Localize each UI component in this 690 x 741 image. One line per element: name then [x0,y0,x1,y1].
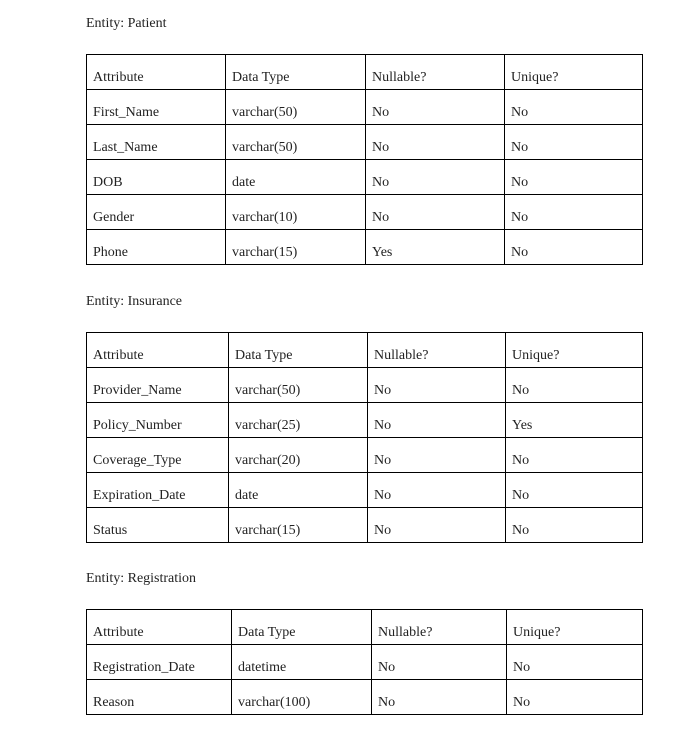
unique-cell: No [505,160,643,195]
entity-title-insurance: Entity: Insurance [86,294,183,309]
data-type-cell: varchar(15) [226,230,366,265]
attribute-cell: Reason [87,680,232,715]
header-cell: Nullable? [372,610,507,645]
nullable-cell: No [366,125,505,160]
unique-cell: No [505,125,643,160]
attribute-cell: Gender [87,195,226,230]
header-cell: Unique? [505,55,643,90]
unique-cell: No [507,680,643,715]
patient-attribute-table [86,54,643,265]
table-row [87,645,643,680]
data-type-cell: varchar(20) [229,438,368,473]
data-type-cell: date [226,160,366,195]
data-type-cell: varchar(15) [229,508,368,543]
attribute-cell: Coverage_Type [87,438,229,473]
table-row [87,368,643,403]
data-type-cell: datetime [232,645,372,680]
header-cell: Nullable? [368,333,506,368]
attribute-cell: Phone [87,230,226,265]
attribute-cell: First_Name [87,90,226,125]
header-cell: Attribute [87,55,226,90]
table-row [87,473,643,508]
table-header-row [87,333,643,368]
unique-cell: No [506,368,643,403]
header-cell: Attribute [87,610,232,645]
entity-title-registration: Entity: Registration [86,571,197,586]
nullable-cell: No [366,195,505,230]
table-row [87,125,643,160]
unique-cell: No [506,473,643,508]
nullable-cell: No [372,645,507,680]
nullable-cell: No [372,680,507,715]
table-row [87,160,643,195]
attribute-cell: Provider_Name [87,368,229,403]
header-cell: Unique? [506,333,643,368]
header-cell: Data Type [229,333,368,368]
data-type-cell: varchar(25) [229,403,368,438]
nullable-cell: Yes [366,230,505,265]
entity-title-patient: Entity: Patient [86,16,167,31]
header-cell: Data Type [226,55,366,90]
header-cell: Attribute [87,333,229,368]
data-type-cell: varchar(50) [226,125,366,160]
insurance-attribute-table [86,332,643,543]
data-type-cell: date [229,473,368,508]
unique-cell: No [505,195,643,230]
nullable-cell: No [366,160,505,195]
registration-attribute-table [86,609,643,715]
header-cell: Nullable? [366,55,505,90]
table-row [87,508,643,543]
table-row [87,403,643,438]
unique-cell: No [506,508,643,543]
table-row [87,680,643,715]
attribute-cell: Expiration_Date [87,473,229,508]
unique-cell: No [505,230,643,265]
unique-cell: No [505,90,643,125]
attribute-cell: Policy_Number [87,403,229,438]
header-cell: Data Type [232,610,372,645]
data-type-cell: varchar(50) [226,90,366,125]
unique-cell: No [506,438,643,473]
attribute-cell: DOB [87,160,226,195]
table-row [87,90,643,125]
nullable-cell: No [366,90,505,125]
table-row [87,438,643,473]
attribute-cell: Registration_Date [87,645,232,680]
nullable-cell: No [368,508,506,543]
attribute-cell: Status [87,508,229,543]
table-row [87,195,643,230]
data-type-cell: varchar(10) [226,195,366,230]
table-header-row [87,610,643,645]
table-row [87,230,643,265]
header-cell: Unique? [507,610,643,645]
nullable-cell: No [368,473,506,508]
nullable-cell: No [368,438,506,473]
nullable-cell: No [368,368,506,403]
table-header-row [87,55,643,90]
data-type-cell: varchar(50) [229,368,368,403]
nullable-cell: No [368,403,506,438]
unique-cell: Yes [506,403,643,438]
attribute-cell: Last_Name [87,125,226,160]
unique-cell: No [507,645,643,680]
data-type-cell: varchar(100) [232,680,372,715]
